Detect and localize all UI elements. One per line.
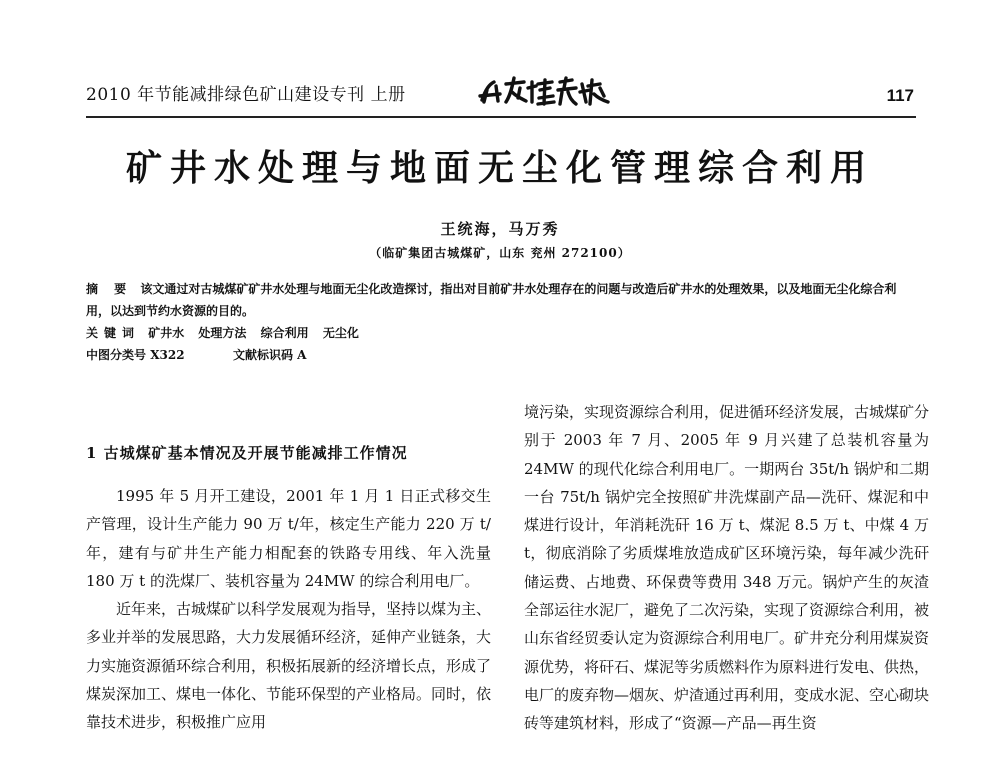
- doc-code-label: 文献标识码: [232, 348, 293, 362]
- page-number: 117: [886, 86, 914, 105]
- article-affiliation: （临矿集团古城煤矿，山东 兖州 272100）: [369, 246, 631, 260]
- doc-code-value: A: [297, 348, 307, 362]
- header-rule: [86, 116, 916, 118]
- abstract-block: [86, 278, 916, 366]
- body-paragraph: 1995 年 5 月开工建设，2001 年 1 月 1 日正式移交生产管理，设计生产能力 90 万 t/年，核定生产能力 220 万 t/年，建有与矿井生产能力相配套的铁路专用线、年入洗量 180 万 t 的洗煤厂、装机容量为 24MW 的综合利用电厂。: [86, 487, 491, 590]
- keywords-label: 关键词: [86, 326, 141, 340]
- section-heading: 1 古城煤矿基本情况及开展节能减排工作情况: [86, 444, 408, 462]
- abstract-label: 摘 要: [86, 282, 133, 296]
- article-authors: 王统海，马万秀: [440, 220, 560, 238]
- body-paragraph: 近年来，古城煤矿以科学发展观为指导，坚持以煤为主、多业并举的发展思路，大力发展循环经济，延伸产业链条，大力实施资源循环综合利用，积极拓展新的经济增长点，形成了煤炭深加工、煤电一体化、节能环保型的产业格局。同时，依靠技术进步，积极推广应用: [86, 600, 492, 732]
- abstract: [86, 278, 916, 322]
- classification-label: 中图分类号: [86, 348, 147, 362]
- keywords: [86, 322, 916, 344]
- keyword: 矿井水: [148, 326, 185, 340]
- abstract-text: 该文通过对古城煤矿矿井水处理与地面无尘化改造探讨，指出对目前矿井水处理存在的问题与改造后矿井水的处理效果，以及地面无尘化综合利用，以达到节约水资源的目的。: [86, 282, 897, 318]
- keyword: 处理方法: [198, 326, 247, 340]
- keyword: 综合利用: [260, 326, 309, 340]
- journal-issue: 2010 年节能减排绿色矿山建设专刊 上册: [86, 85, 406, 105]
- right-column: [524, 398, 929, 738]
- classification-line: [86, 344, 916, 366]
- journal-logo: [476, 74, 614, 108]
- classification-value: X322: [150, 348, 185, 362]
- body-paragraph: 境污染，实现资源综合利用，促进循环经济发展，古城煤矿分别于 2003 年 7 月、2005 年 9 月兴建了总装机容量为 24MW 的现代化综合利用电厂。一期两台 35t/h 锅炉和二期一台 75t/h 锅炉完全按照矿井洗煤副产品—洗矸、煤泥和中煤进行设计，年消耗洗矸 16 万 t、煤泥 8.5 万 t、中煤 4 万 t，彻底消除了劣质煤堆放造成矿区环境污染，每年减少洗矸储运费、占地费、环保费等费用 348 万元。锅炉产生的灰渣全部运往水泥厂，避免了二次污染，实现了资源综合利用，被山东省经贸委认定为资源综合利用电厂。矿井充分利用煤炭资源优势，将矸石、煤泥等劣质燃料作为原料进行发电、供热，电厂的废弃物—烟灰、炉渣通过再利用，变成水泥、空心砌块砖等建筑材料，形成了“资源—产品—再生资: [524, 403, 930, 733]
- keyword: 无尘化: [322, 326, 359, 340]
- article-title: 矿井水处理与地面无尘化管理综合利用: [125, 147, 874, 189]
- running-header: [86, 74, 916, 114]
- left-column: [86, 482, 491, 737]
